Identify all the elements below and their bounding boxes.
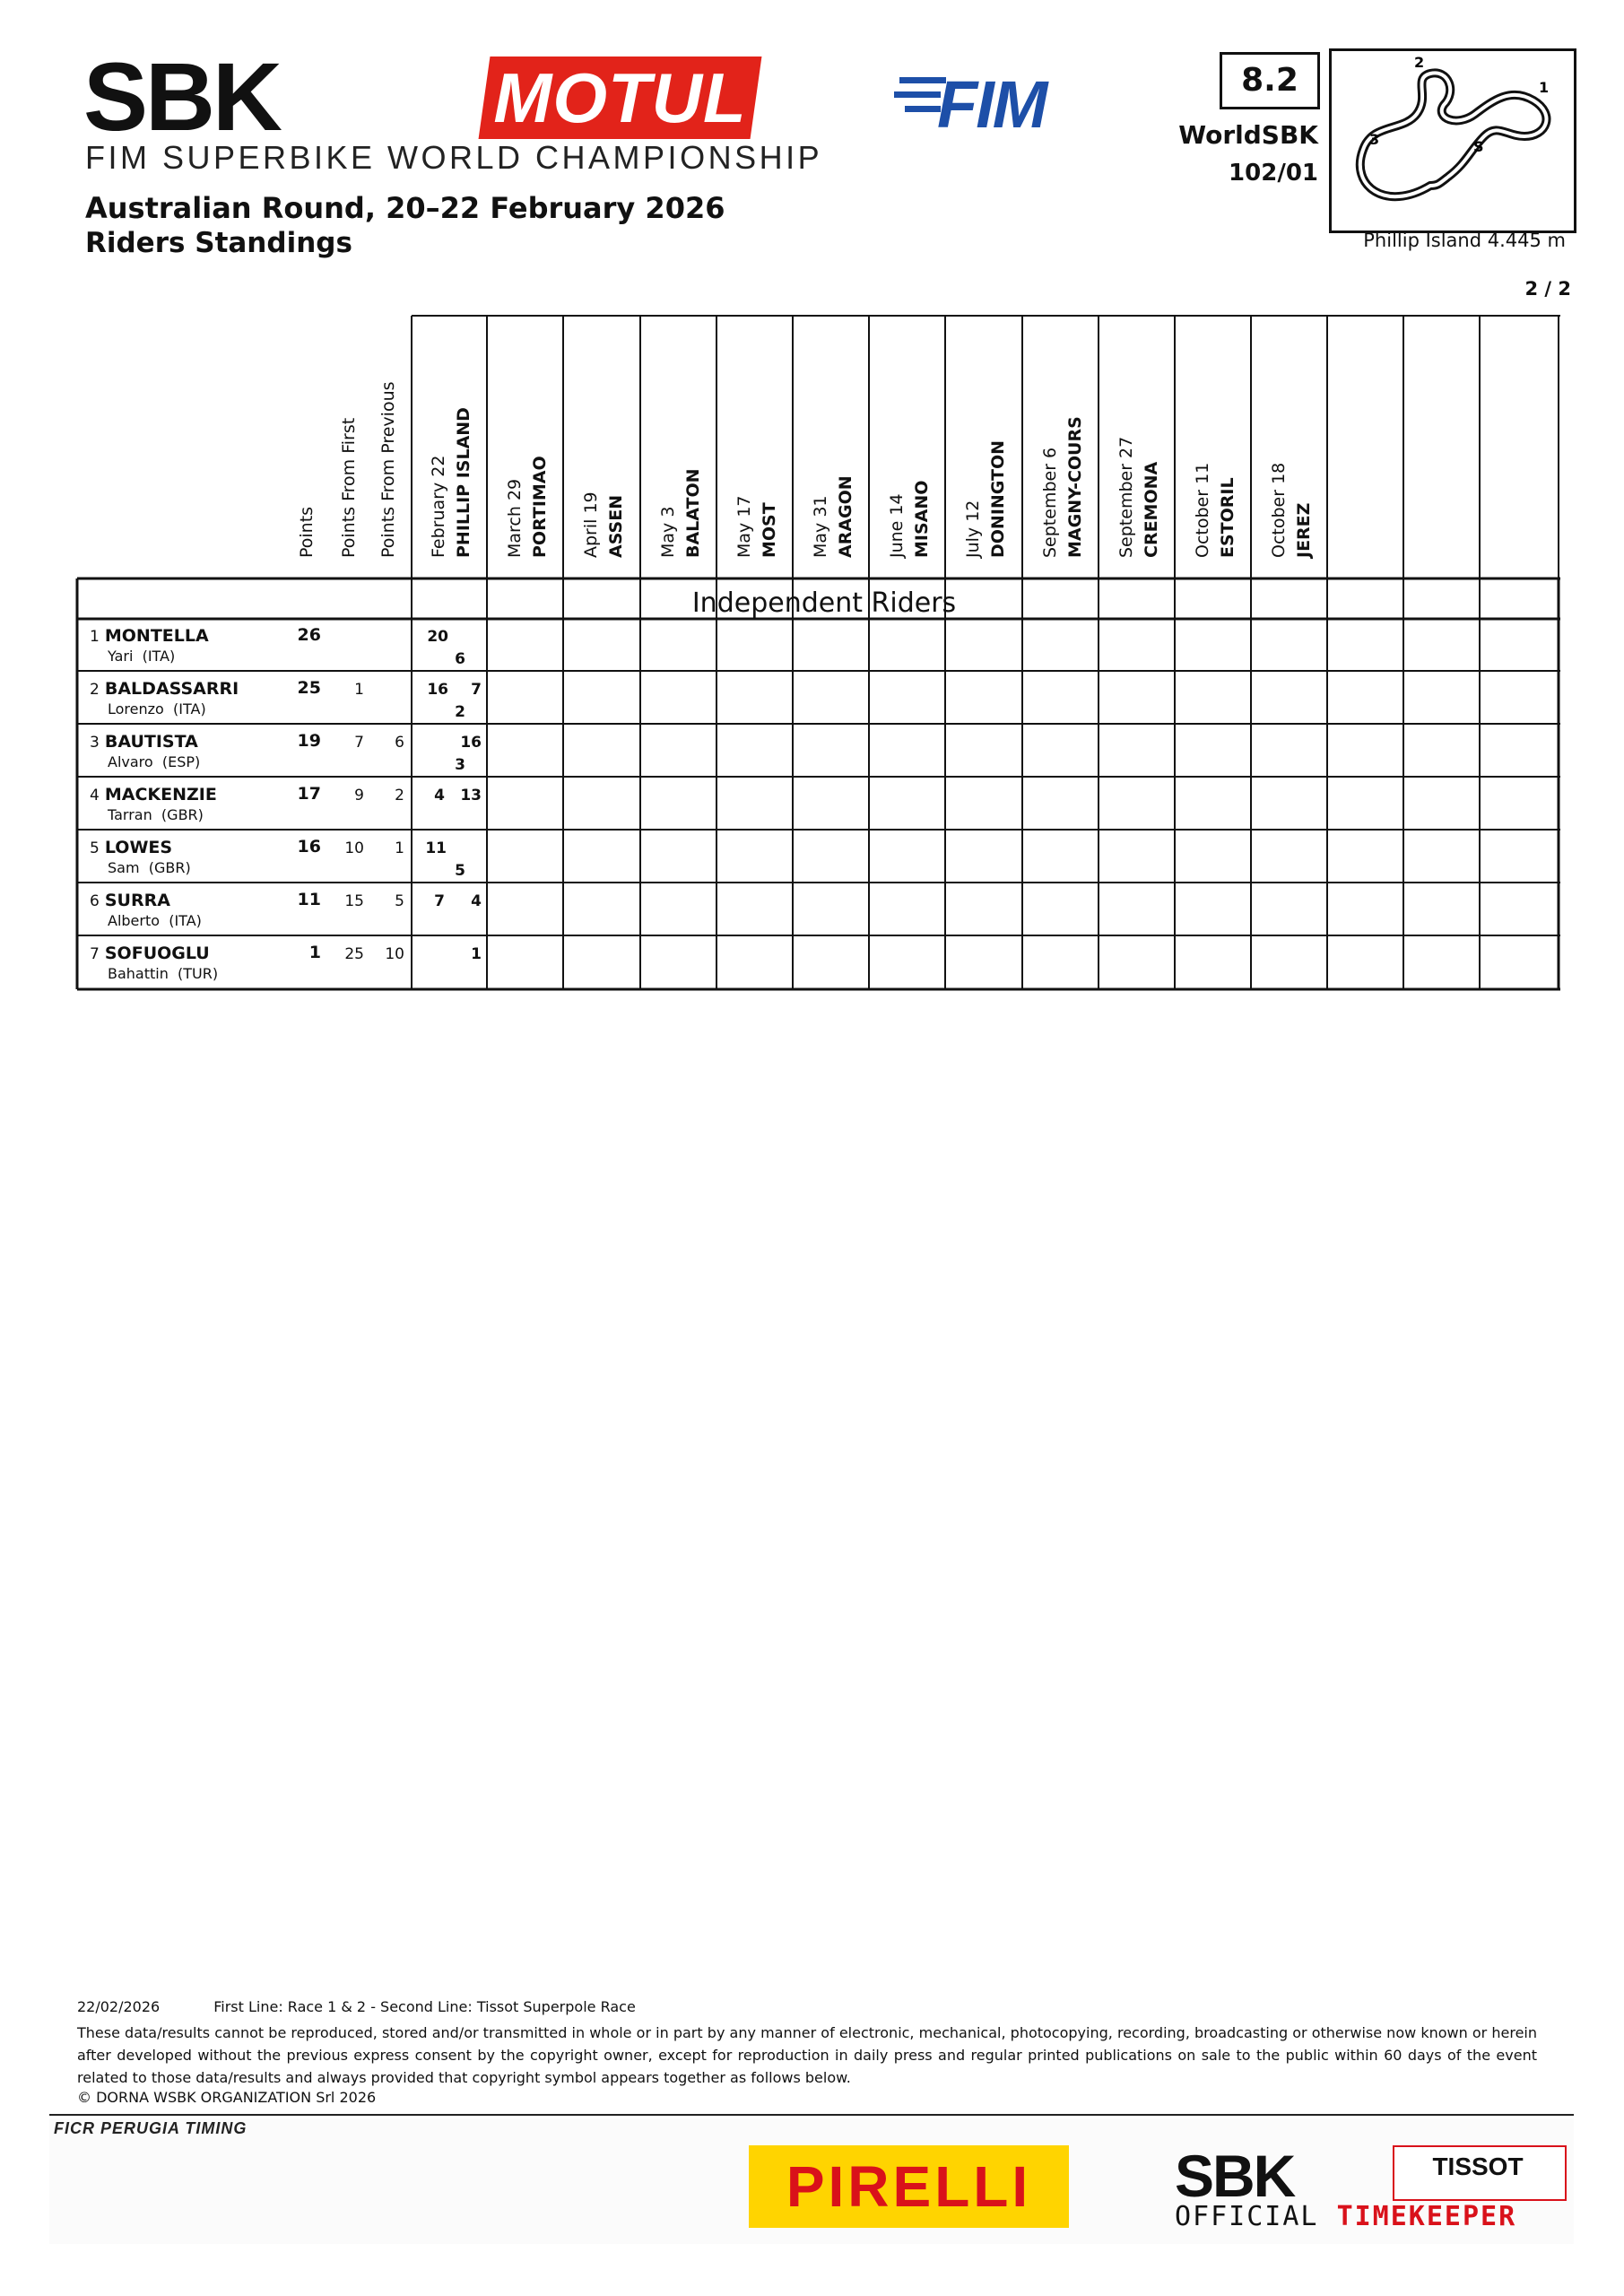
event-venue: MAGNY-COURS — [1065, 416, 1085, 558]
rider-surname: BAUTISTA — [104, 732, 198, 752]
document-number: 8.2 — [1220, 52, 1320, 109]
rider-points-from-first: 7 — [354, 734, 364, 752]
rider-surname: SURRA — [104, 891, 170, 910]
event-header — [1193, 463, 1212, 558]
footer-disclaimer: These data/results cannot be reproduced, stored and/or transmitted in whole or in part by any manner of electronic, mechanical, photocopying, recording, broadcasting or otherwise now known or herein after developed without the previous express consent by the copyright owner, except for reproduction in daily press and regular printed publications on sale to the public within 60 days of the event related to those data/results and always provided that copyright symbol appears together as follows below. — [77, 2024, 1537, 2086]
rider-firstname: Alvaro — [108, 753, 153, 770]
event-date: May 3 — [658, 506, 678, 558]
table-row — [90, 838, 296, 876]
event-venue: MOST — [760, 502, 779, 558]
table-row — [90, 732, 296, 770]
event-venue: DONINGTON — [988, 439, 1008, 558]
pirelli-logo: PIRELLI — [786, 2154, 1032, 2219]
rider-position: 2 — [90, 681, 100, 699]
round-title: Australian Round, 20–22 February 2026 — [85, 191, 725, 225]
event-date: September 27 — [1116, 436, 1136, 558]
event-header — [912, 481, 932, 558]
rider-firstname: Alberto — [108, 912, 161, 929]
footer-meta — [77, 1998, 636, 2015]
rider-nationality: (GBR) — [161, 806, 204, 823]
event-venue: PHILLIP ISLAND — [454, 407, 473, 558]
report-title: Riders Standings — [85, 227, 352, 259]
table-row — [90, 626, 296, 665]
event-date: February 22 — [429, 455, 448, 558]
event-date: May 31 — [811, 495, 830, 558]
sbk-logo: SBK — [83, 42, 281, 151]
rider-points-from-previous: 6 — [395, 734, 404, 752]
event-header — [1142, 462, 1161, 558]
race2-points: 13 — [460, 787, 482, 804]
column-header-points-from-previous: Points From Previous — [378, 381, 398, 558]
event-date: April 19 — [581, 491, 601, 558]
event-header — [760, 502, 779, 558]
column-header-points: Points — [297, 506, 317, 558]
rider-points-from-previous: 10 — [385, 945, 404, 963]
race2-points: 7 — [471, 681, 482, 699]
track-turn-label: 1 — [1539, 79, 1550, 96]
rider-points-from-first: 1 — [354, 681, 364, 699]
table-row — [90, 679, 296, 718]
race1-points: 20 — [427, 628, 448, 646]
event-venue: MISANO — [912, 480, 932, 558]
event-date: March 29 — [505, 478, 525, 558]
race2-points: 16 — [460, 734, 482, 752]
sbk-footer-logo: SBK — [1175, 2143, 1295, 2209]
event-header — [1116, 437, 1136, 558]
rider-nationality: (ITA) — [169, 912, 202, 929]
rider-position: 7 — [90, 945, 100, 963]
rider-surname: LOWES — [104, 838, 173, 857]
track-turn-label: 3 — [1369, 131, 1380, 148]
superpole-points: 5 — [455, 862, 465, 880]
rider-nationality: (ITA) — [173, 700, 206, 718]
footer-date: 22/02/2026 — [77, 1998, 161, 2015]
rider-points: 26 — [297, 625, 321, 645]
table-row — [90, 785, 296, 823]
event-venue: ASSEN — [606, 494, 626, 558]
rider-points-from-first: 25 — [344, 945, 364, 963]
rider-nationality: (ESP) — [161, 753, 201, 770]
event-header — [658, 507, 678, 558]
event-header — [811, 496, 830, 559]
rider-position: 4 — [90, 787, 100, 804]
footer-divider — [49, 2114, 1574, 2116]
rider-firstname: Lorenzo — [108, 700, 164, 718]
rider-position: 1 — [90, 628, 100, 646]
rider-nationality: (TUR) — [178, 965, 219, 982]
rider-points-from-first: 10 — [344, 839, 364, 857]
event-header — [1269, 463, 1289, 558]
event-venue: PORTIMAO — [530, 456, 550, 558]
rider-points: 1 — [308, 943, 321, 962]
rider-points: 11 — [297, 890, 321, 909]
event-venue: CREMONA — [1142, 461, 1161, 558]
event-header — [1218, 477, 1238, 558]
tissot-logo: TISSOT — [1432, 2152, 1524, 2180]
rider-surname: MONTELLA — [104, 626, 209, 646]
event-venue: ESTORIL — [1218, 477, 1238, 558]
rider-firstname: Tarran — [108, 806, 152, 823]
rider-points-from-first: 9 — [354, 787, 364, 804]
event-date: October 18 — [1269, 462, 1289, 558]
event-header — [1065, 416, 1085, 558]
footer-legend: First Line: Race 1 & 2 - Second Line: Tissot Superpole Race — [213, 1998, 636, 2015]
rider-points-from-previous: 5 — [395, 892, 404, 910]
rider-points: 17 — [297, 784, 321, 804]
rider-firstname: Yari — [108, 648, 134, 665]
event-header — [606, 495, 626, 558]
event-date: June 14 — [887, 493, 907, 558]
rider-points: 25 — [297, 678, 321, 698]
track-turn-label: 2 — [1414, 54, 1425, 71]
rider-points: 16 — [297, 837, 321, 857]
rider-position: 3 — [90, 734, 100, 752]
table-row — [90, 944, 296, 982]
race1-points: 11 — [425, 839, 447, 857]
event-header — [505, 479, 525, 558]
rider-firstname: Bahattin — [108, 965, 169, 982]
rider-points: 19 — [297, 731, 321, 751]
document-code: 102/01 — [1229, 160, 1318, 187]
event-header — [963, 500, 983, 558]
rider-surname: BALDASSARRI — [104, 679, 239, 699]
race2-points: 1 — [471, 945, 482, 963]
timing-provider: FICR PERUGIA TIMING — [54, 2119, 248, 2137]
event-header — [988, 440, 1008, 558]
page-number: 2 / 2 — [1524, 278, 1571, 300]
event-header — [836, 475, 855, 558]
race1-points: 16 — [427, 681, 448, 699]
table-row — [90, 891, 296, 929]
series-name: WorldSBK — [1178, 120, 1318, 150]
event-date: May 17 — [734, 495, 754, 558]
rider-surname: SOFUOGLU — [104, 944, 210, 963]
fim-logo: FIM — [937, 67, 1046, 142]
timekeeper-label-official: OFFICIAL — [1175, 2201, 1319, 2232]
track-start-label: S — [1473, 138, 1484, 155]
event-header — [1040, 448, 1060, 558]
event-header — [887, 493, 907, 558]
rider-position: 5 — [90, 839, 100, 857]
event-header — [530, 456, 550, 558]
event-header — [429, 456, 448, 558]
event-venue: ARAGON — [836, 475, 855, 558]
column-header-points-from-first: Points From First — [339, 417, 359, 558]
timekeeper-label: TIMEKEEPER — [1336, 2201, 1517, 2232]
event-header — [734, 496, 754, 559]
rider-nationality: (GBR) — [148, 859, 191, 876]
event-header — [454, 407, 473, 558]
rider-position: 6 — [90, 892, 100, 910]
event-date: October 11 — [1193, 462, 1212, 558]
rider-points-from-previous: 2 — [395, 787, 404, 804]
race1-points: 4 — [434, 787, 445, 804]
footer-copyright: © DORNA WSBK ORGANIZATION Srl 2026 — [77, 2089, 377, 2106]
track-caption: Phillip Island 4.445 m — [1363, 230, 1566, 251]
rider-nationality: (ITA) — [142, 648, 176, 665]
race1-points: 7 — [434, 892, 445, 910]
event-venue: JEREZ — [1294, 502, 1314, 558]
event-header — [581, 491, 601, 558]
event-date: September 6 — [1040, 447, 1060, 558]
rider-points-from-previous: 1 — [395, 839, 404, 857]
event-header — [683, 468, 703, 558]
rider-points-from-first: 15 — [344, 892, 364, 910]
event-header — [1294, 503, 1314, 558]
motul-logo: MOTUL — [493, 58, 747, 137]
superpole-points: 6 — [455, 650, 465, 668]
rider-firstname: Sam — [108, 859, 140, 876]
event-date: July 12 — [963, 500, 983, 558]
superpole-points: 3 — [455, 756, 465, 774]
race2-points: 4 — [471, 892, 482, 910]
superpole-points: 2 — [455, 703, 465, 721]
championship-name: FIM SUPERBIKE WORLD CHAMPIONSHIP — [85, 139, 823, 176]
event-venue: BALATON — [683, 468, 703, 558]
rider-surname: MACKENZIE — [104, 785, 217, 804]
section-title: Independent Riders — [691, 587, 957, 619]
official-timekeeper — [1175, 2201, 1516, 2232]
